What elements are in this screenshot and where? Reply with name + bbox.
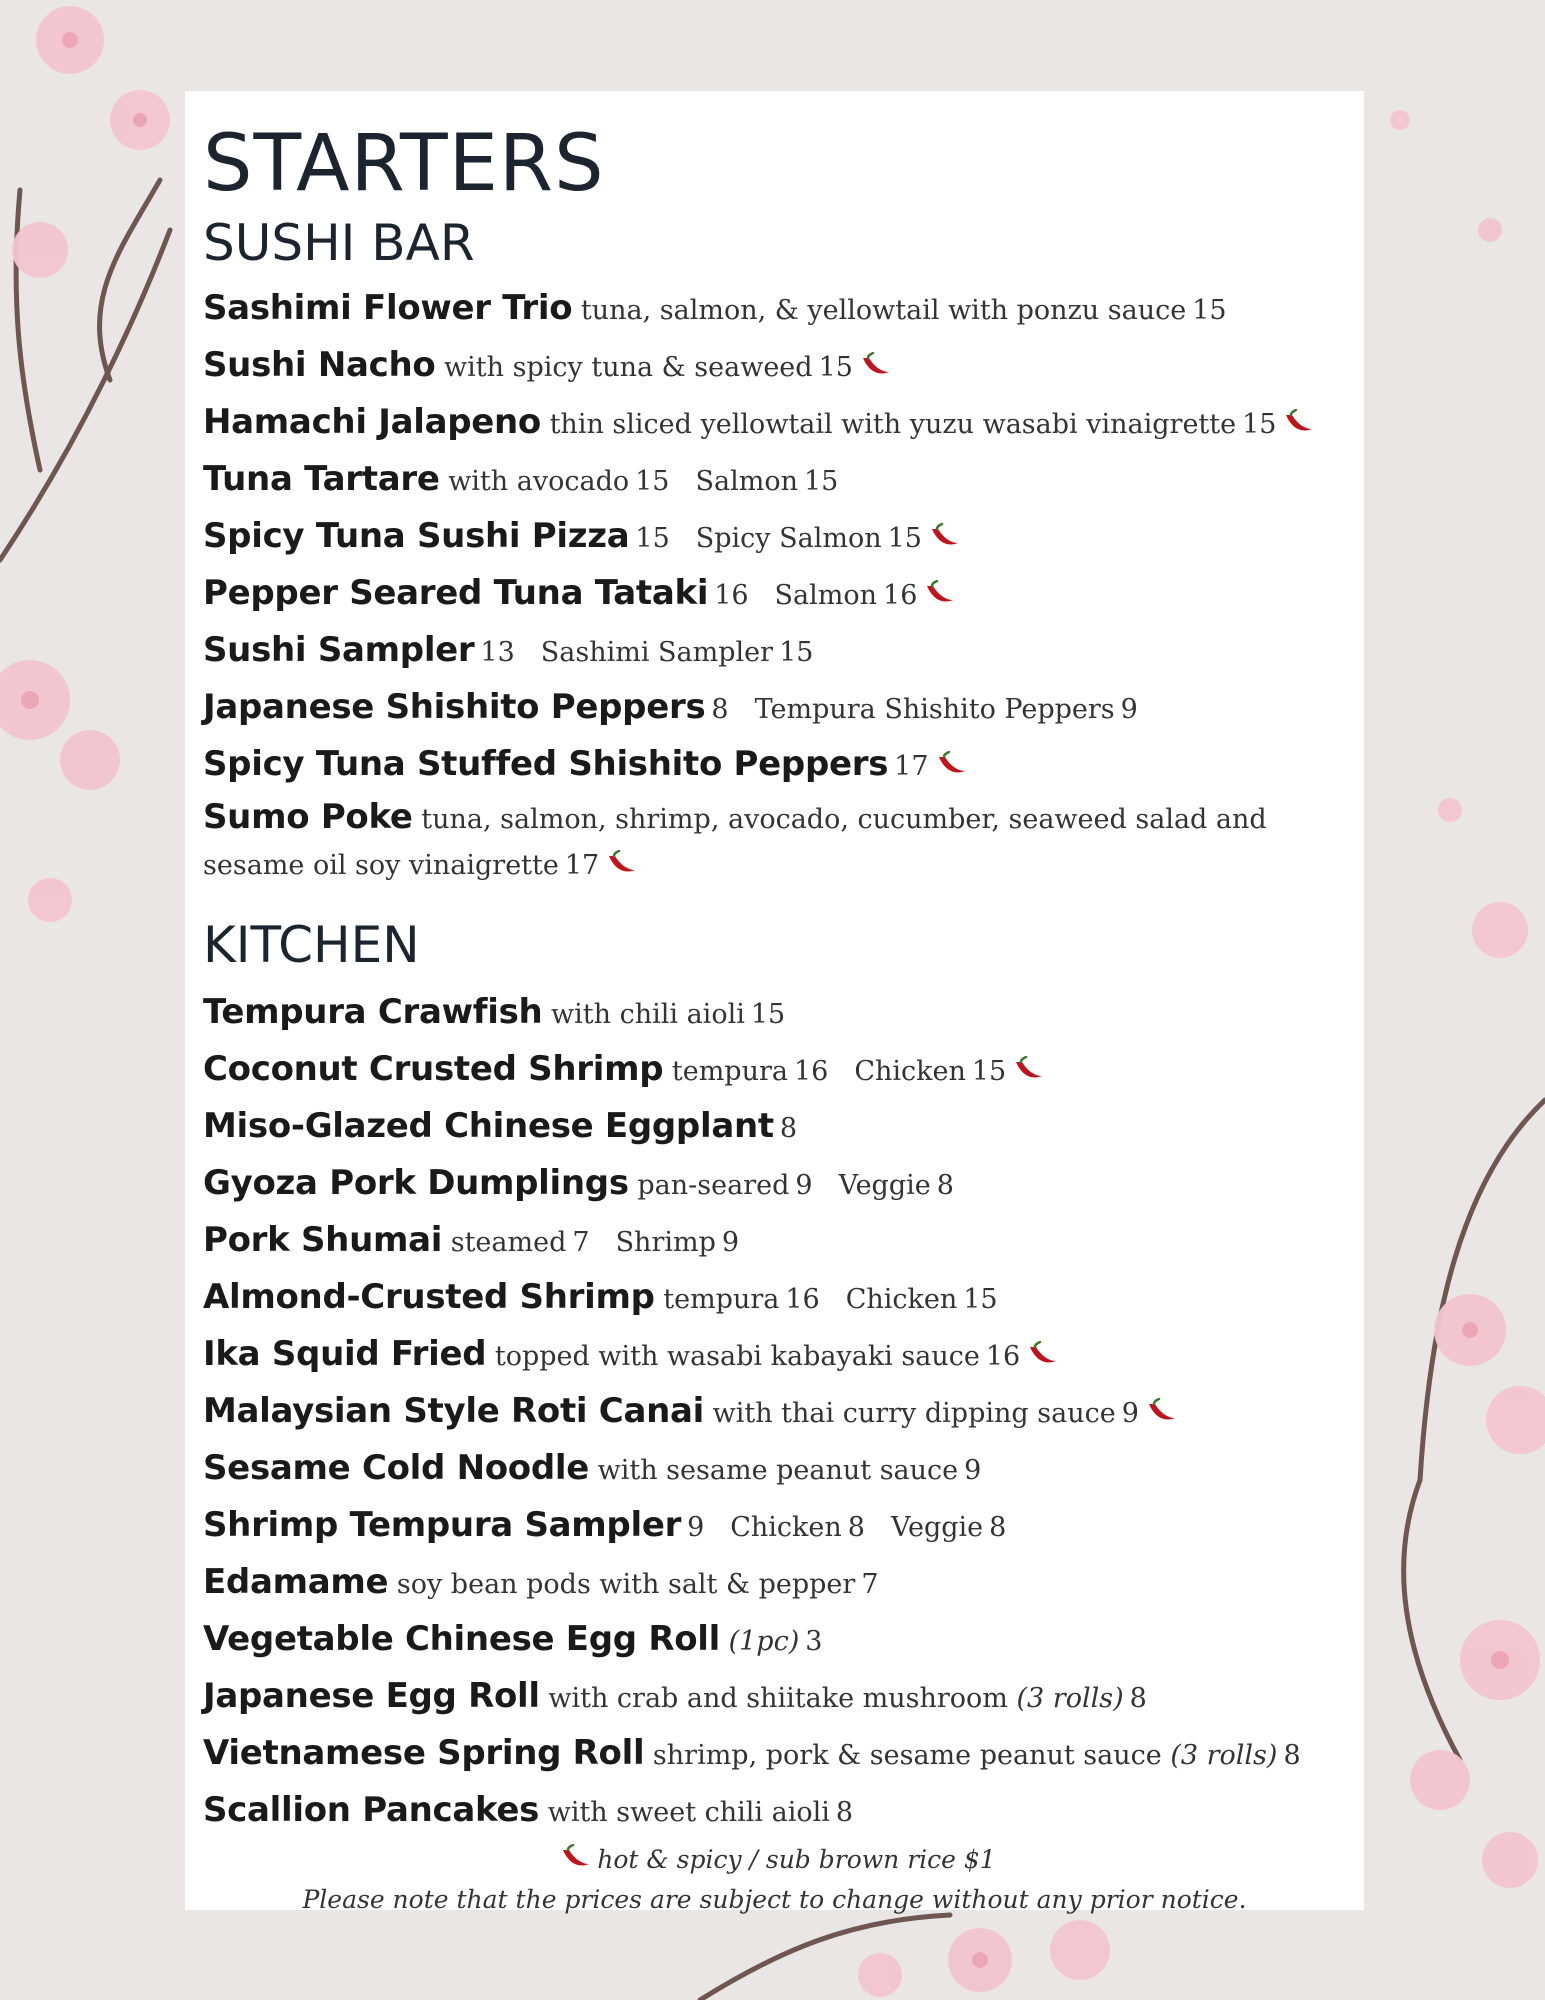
item-name: Vietnamese Spring Roll bbox=[203, 1733, 645, 1773]
menu-item bbox=[203, 1669, 1346, 1726]
item-name: Japanese Egg Roll bbox=[203, 1676, 540, 1716]
item-name: Sumo Poke bbox=[203, 797, 413, 837]
item-alternative: Sashimi Sampler bbox=[540, 637, 774, 668]
item-name: Sushi Sampler bbox=[203, 630, 475, 670]
item-description: tempura bbox=[671, 1056, 788, 1087]
item-portion-note: (3 rolls) bbox=[1016, 1683, 1124, 1714]
item-description: topped with wasabi kabayaki sauce bbox=[494, 1341, 980, 1372]
item-name: Tuna Tartare bbox=[203, 459, 440, 499]
item-price: 15 bbox=[750, 999, 786, 1030]
item-price: 7 bbox=[861, 1569, 879, 1600]
menu-item bbox=[203, 1327, 1346, 1384]
item-description: pan-seared bbox=[637, 1170, 790, 1201]
menu-item bbox=[203, 794, 1346, 889]
menu-item bbox=[203, 1213, 1346, 1270]
item-name: Spicy Tuna Stuffed Shishito Peppers bbox=[203, 744, 889, 784]
item-name: Pork Shumai bbox=[203, 1220, 443, 1260]
item-name: Spicy Tuna Sushi Pizza bbox=[203, 516, 630, 556]
chili-pepper-icon bbox=[859, 352, 893, 378]
item-alternative-price: 9 bbox=[1120, 694, 1138, 725]
chili-pepper-icon bbox=[559, 1844, 593, 1870]
menu-card bbox=[185, 91, 1364, 1914]
item-alternative: Shrimp bbox=[615, 1227, 716, 1258]
item-name: Miso-Glazed Chinese Eggplant bbox=[203, 1106, 774, 1146]
item-alternative-price: 15 bbox=[887, 523, 922, 554]
chili-pepper-icon bbox=[605, 850, 639, 876]
menu-item bbox=[203, 509, 1346, 566]
item-price: 15 bbox=[635, 523, 670, 554]
section-heading-sushi-bar: SUSHI BAR bbox=[203, 214, 475, 272]
item-name: Ika Squid Fried bbox=[203, 1334, 487, 1374]
item-price: 16 bbox=[793, 1056, 829, 1087]
item-price: 8 bbox=[779, 1113, 798, 1144]
item-description: with sesame peanut sauce bbox=[597, 1455, 959, 1486]
item-price: 9 bbox=[964, 1455, 982, 1486]
spicy-legend bbox=[203, 1840, 1346, 1880]
menu-item bbox=[203, 1156, 1346, 1213]
page-title: STARTERS bbox=[203, 119, 605, 209]
menu-item bbox=[203, 1555, 1346, 1612]
menu-item bbox=[203, 1498, 1346, 1555]
item-alternative: Tempura Shishito Peppers bbox=[754, 694, 1115, 725]
price-notice: Please note that the prices are subject to change without any prior notice. bbox=[302, 1885, 1247, 1914]
item-description: steamed bbox=[450, 1227, 567, 1258]
item-price: 9 bbox=[795, 1170, 813, 1201]
item-name: Pepper Seared Tuna Tataki bbox=[203, 573, 709, 613]
chili-pepper-icon bbox=[935, 751, 969, 777]
chili-pepper-icon bbox=[1282, 409, 1316, 435]
menu-item bbox=[203, 566, 1346, 623]
item-alternative-price: 15 bbox=[963, 1284, 998, 1315]
item-name: Gyoza Pork Dumplings bbox=[203, 1163, 629, 1203]
item-alternative-price: 15 bbox=[803, 466, 839, 497]
item-name: Coconut Crusted Shrimp bbox=[203, 1049, 664, 1089]
item-price: 15 bbox=[1192, 295, 1227, 326]
item-description: soy bean pods with salt & pepper bbox=[396, 1569, 856, 1600]
chili-pepper-icon bbox=[1012, 1056, 1046, 1082]
item-name: Japanese Shishito Peppers bbox=[203, 687, 706, 727]
item-price: 7 bbox=[572, 1227, 590, 1258]
menu-item bbox=[203, 623, 1346, 680]
item-price: 16 bbox=[785, 1284, 820, 1315]
menu-item bbox=[203, 680, 1346, 737]
item-description: with avocado bbox=[448, 466, 630, 497]
item-price: 3 bbox=[805, 1626, 823, 1657]
menu-item bbox=[203, 338, 1346, 395]
sushi-bar-list bbox=[203, 281, 1346, 889]
menu-item bbox=[203, 1270, 1346, 1327]
item-name: Sesame Cold Noodle bbox=[203, 1448, 590, 1488]
item-description: with chili aioli bbox=[551, 999, 745, 1030]
item-price: 16 bbox=[985, 1341, 1021, 1372]
item-price: 17 bbox=[894, 751, 929, 782]
item-alternative-price: 8 bbox=[989, 1512, 1007, 1543]
item-price: 15 bbox=[1242, 409, 1277, 440]
item-price: 9 bbox=[1121, 1398, 1139, 1429]
item-name: Tempura Crawfish bbox=[203, 992, 543, 1032]
item-description: with thai curry dipping sauce bbox=[712, 1398, 1116, 1429]
item-alternative: Spicy Salmon bbox=[695, 523, 882, 554]
item-alternative: Veggie bbox=[890, 1512, 984, 1543]
menu-item bbox=[203, 1441, 1346, 1498]
item-name: Shrimp Tempura Sampler bbox=[203, 1505, 682, 1545]
menu-item bbox=[203, 1384, 1346, 1441]
item-name: Sushi Nacho bbox=[203, 345, 436, 385]
item-alternative: Veggie bbox=[838, 1170, 931, 1201]
item-price: 16 bbox=[714, 580, 749, 611]
item-description: thin sliced yellowtail with yuzu wasabi vinaigrette bbox=[549, 409, 1237, 440]
item-description: with spicy tuna & seaweed bbox=[444, 352, 813, 383]
item-portion-note: (1pc) bbox=[728, 1626, 800, 1657]
item-price: 13 bbox=[480, 637, 515, 668]
item-alternative-price: 8 bbox=[847, 1512, 865, 1543]
item-name: Hamachi Jalapeno bbox=[203, 402, 541, 442]
item-name: Malaysian Style Roti Canai bbox=[203, 1391, 705, 1431]
item-description: with sweet chili aioli bbox=[547, 1797, 830, 1828]
menu-item bbox=[203, 985, 1346, 1042]
section-heading-kitchen: KITCHEN bbox=[203, 916, 420, 974]
item-price: 15 bbox=[818, 352, 853, 383]
chili-pepper-icon bbox=[923, 580, 957, 606]
item-alternative-price: 15 bbox=[971, 1056, 1007, 1087]
item-price: 17 bbox=[564, 850, 600, 881]
item-alternative: Salmon bbox=[774, 580, 878, 611]
item-name: Vegetable Chinese Egg Roll bbox=[203, 1619, 720, 1659]
item-price: 8 bbox=[835, 1797, 854, 1828]
item-alternative: Chicken bbox=[845, 1284, 958, 1315]
item-name: Scallion Pancakes bbox=[203, 1790, 540, 1830]
item-description: shrimp, pork & sesame peanut sauce bbox=[652, 1740, 1162, 1771]
item-price: 15 bbox=[635, 466, 670, 497]
menu-item bbox=[203, 452, 1346, 509]
item-alternative: Salmon bbox=[695, 466, 798, 497]
item-alternative: Chicken bbox=[730, 1512, 842, 1543]
menu-item bbox=[203, 1783, 1346, 1840]
menu-item bbox=[203, 281, 1346, 338]
menu-item bbox=[203, 1726, 1346, 1783]
item-name: Edamame bbox=[203, 1562, 389, 1602]
item-portion-note: (3 rolls) bbox=[1170, 1740, 1278, 1771]
item-alternative-price: 15 bbox=[779, 637, 814, 668]
item-price: 8 bbox=[1129, 1683, 1147, 1714]
item-description: tempura bbox=[663, 1284, 780, 1315]
item-description: with crab and shiitake mushroom bbox=[548, 1683, 1008, 1714]
item-alternative-price: 16 bbox=[883, 580, 918, 611]
menu-item bbox=[203, 395, 1346, 452]
chili-pepper-icon bbox=[928, 523, 962, 549]
menu-item bbox=[203, 1612, 1346, 1669]
item-price: 8 bbox=[1283, 1740, 1301, 1771]
item-alternative-price: 9 bbox=[721, 1227, 740, 1258]
chili-pepper-icon bbox=[1145, 1398, 1179, 1424]
menu-footer bbox=[203, 1840, 1346, 1920]
item-name: Almond-Crusted Shrimp bbox=[203, 1277, 655, 1317]
menu-item bbox=[203, 1042, 1346, 1099]
item-alternative: Chicken bbox=[854, 1056, 966, 1087]
item-price: 9 bbox=[687, 1512, 705, 1543]
item-description: tuna, salmon, & yellowtail with ponzu sauce bbox=[580, 295, 1187, 326]
item-alternative-price: 8 bbox=[936, 1170, 954, 1201]
kitchen-list bbox=[203, 985, 1346, 1840]
chili-pepper-icon bbox=[1026, 1341, 1060, 1367]
menu-item bbox=[203, 737, 1346, 794]
item-name: Sashimi Flower Trio bbox=[203, 288, 573, 328]
menu-item bbox=[203, 1099, 1346, 1156]
legend-text: hot & spicy / sub brown rice $1 bbox=[597, 1845, 996, 1874]
item-description: tuna, salmon, shrimp, avocado, cucumber, seaweed salad and sesame oil soy vinaigrette bbox=[203, 804, 1267, 881]
item-price: 8 bbox=[711, 694, 729, 725]
